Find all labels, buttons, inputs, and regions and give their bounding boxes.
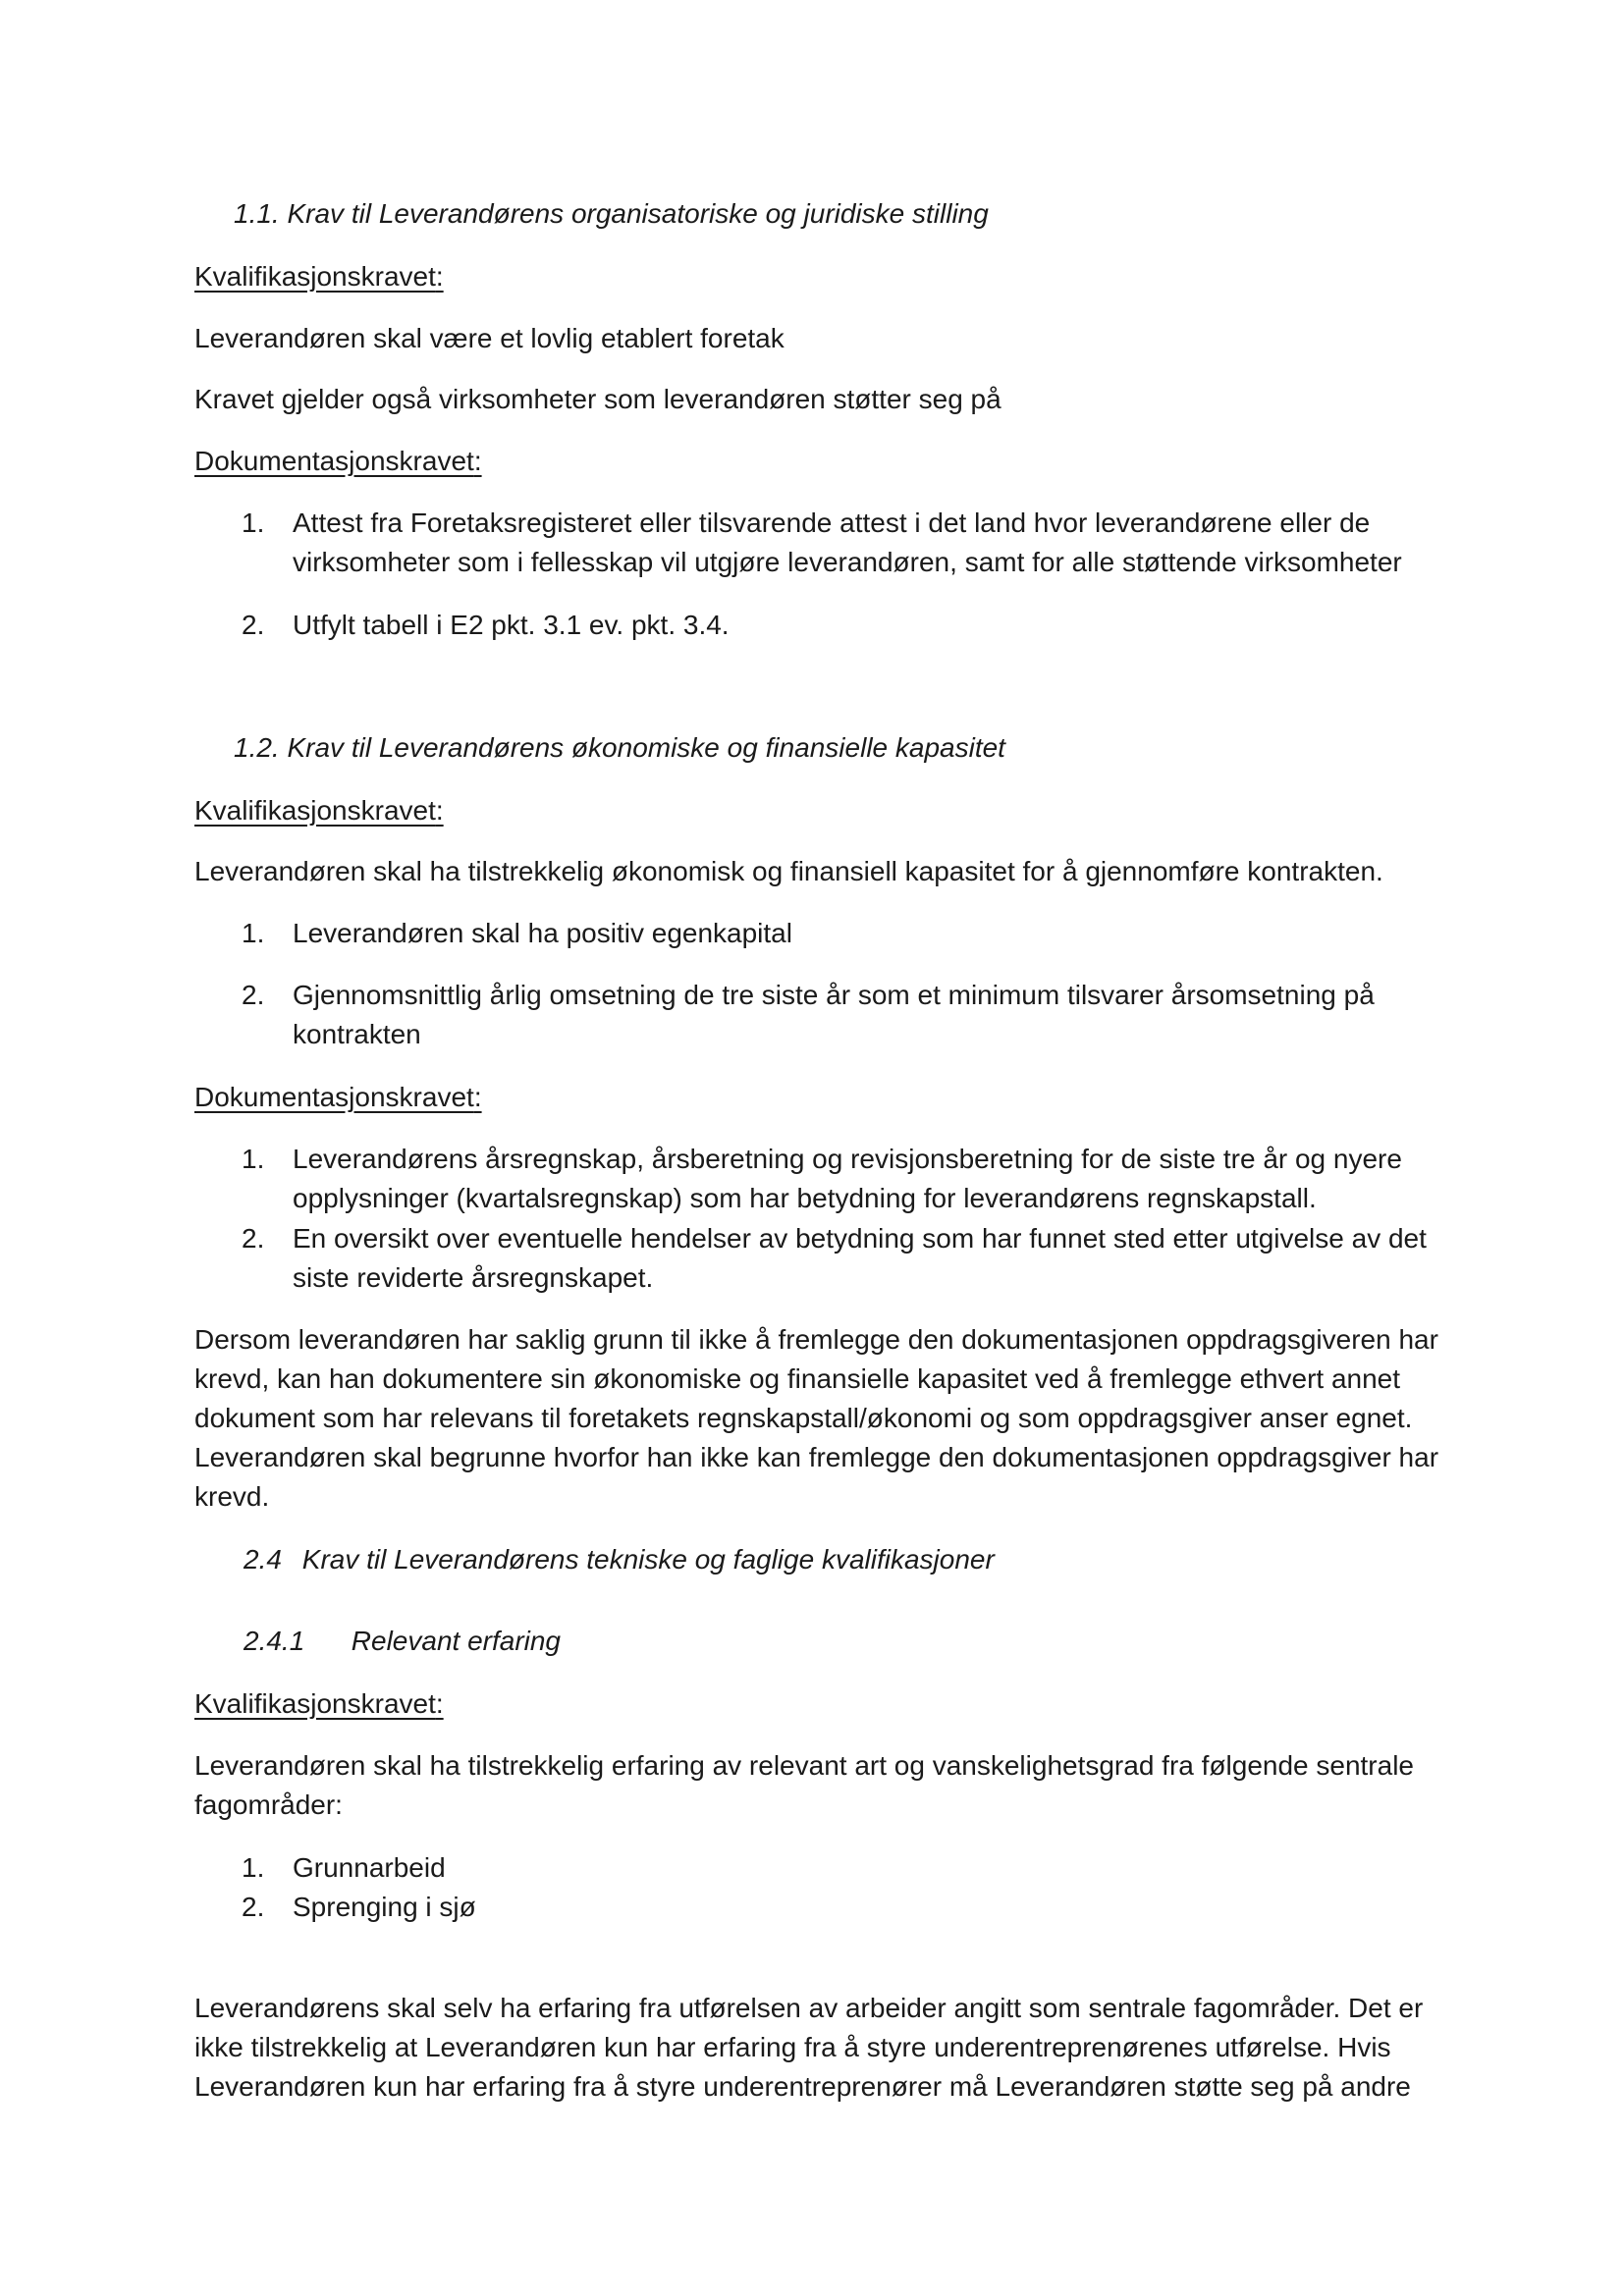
paragraph: Leverandøren skal være et lovlig etablert foretak [194,323,785,353]
heading-text: Krav til Leverandørens organisatoriske og juridiske stilling [287,198,989,229]
list-number: 1. [242,507,265,538]
list-text: Attest fra Foretaksregisteret eller tilsvarende attest i det land hvor leverandørene eller de virksomheter som i fellesskap vil utgjøre leverandøren, samt for alle støttende virksomheter [293,507,1402,577]
paragraph: Leverandøren skal ha tilstrekkelig erfaring av relevant art og vanskelighetsgrad fra følgende sentrale fagområder: [194,1750,1414,1820]
list-number: 1. [242,1144,265,1174]
section-heading-2-4 [244,1540,995,1579]
paragraph: Leverandørens skal selv ha erfaring fra utførelsen av arbeider angitt som sentrale fagområder. Det er ikke tilstrekkelig at Leverandøren kun har erfaring fra å styre underentreprenørenes utførelse. Hvis Leverandøren kun har erfaring fra å styre underentreprenører må Leverandøren støtte seg på andre [194,1993,1424,2102]
list-text: Grunnarbeid [293,1852,446,1883]
paragraph: Leverandøren skal ha tilstrekkelig økonomisk og finansiell kapasitet for å gjennomføre kontrakten. [194,856,1383,886]
list-text: Gjennomsnittlig årlig omsetning de tre siste år som et minimum tilsvarer årsomsetning på kontrakten [293,980,1375,1049]
section-heading-1-1 [234,194,989,234]
heading-text: Krav til Leverandørens tekniske og faglige kvalifikasjoner [301,1544,995,1575]
heading-text: Krav til Leverandørens økonomiske og finansielle kapasitet [287,732,1005,763]
list-text: Leverandørens årsregnskap, årsberetning og revisjonsberetning for de siste tre år og nyere opplysninger (kvartalsregnskap) som har betydning for leverandørens regnskapstall. [293,1144,1402,1213]
section-heading-1-2 [234,728,1005,768]
heading-number: 1.2. [234,732,280,763]
list-text: Sprenging i sjø [293,1892,476,1922]
documentation-label: Dokumentasjonskravet: [194,1082,482,1112]
paragraph: Kravet gjelder også virksomheter som leverandøren støtter seg på [194,384,1001,414]
list-number: 2. [242,1892,265,1922]
documentation-label: Dokumentasjonskravet: [194,446,482,476]
list-text: Utfylt tabell i E2 pkt. 3.1 ev. pkt. 3.4. [293,610,730,640]
section-heading-2-4-1 [244,1622,561,1661]
qualification-label: Kvalifikasjonskravet: [194,795,444,826]
list-number: 1. [242,1852,265,1883]
list-text: En oversikt over eventuelle hendelser av betydning som har funnet sted etter utgivelse av det siste reviderte årsregnskapet. [293,1223,1427,1293]
list-number: 2. [242,610,265,640]
qualification-label: Kvalifikasjonskravet: [194,261,444,292]
list-number: 2. [242,980,265,1010]
list-number: 1. [242,918,265,948]
heading-text: Relevant erfaring [351,1626,562,1656]
list-number: 2. [242,1223,265,1254]
paragraph: Dersom leverandøren har saklig grunn til ikke å fremlegge den dokumentasjonen oppdragsgiveren har krevd, kan han dokumentere sin økonomiske og finansielle kapasitet ved å fremlegge ethvert annet dokument som har relevans til foretakets regnskapstall/økonomi og som oppdragsgiver anser egnet. Leverandøren skal begrunne hvorfor han ikke kan fremlegge den dokumentasjonen oppdragsgiver har krevd. [194,1324,1439,1512]
qualification-label: Kvalifikasjonskravet: [194,1688,444,1719]
heading-number: 2.4.1 [244,1626,305,1656]
list-text: Leverandøren skal ha positiv egenkapital [293,918,792,948]
heading-number: 1.1. [234,198,280,229]
heading-number: 2.4 [244,1544,282,1575]
